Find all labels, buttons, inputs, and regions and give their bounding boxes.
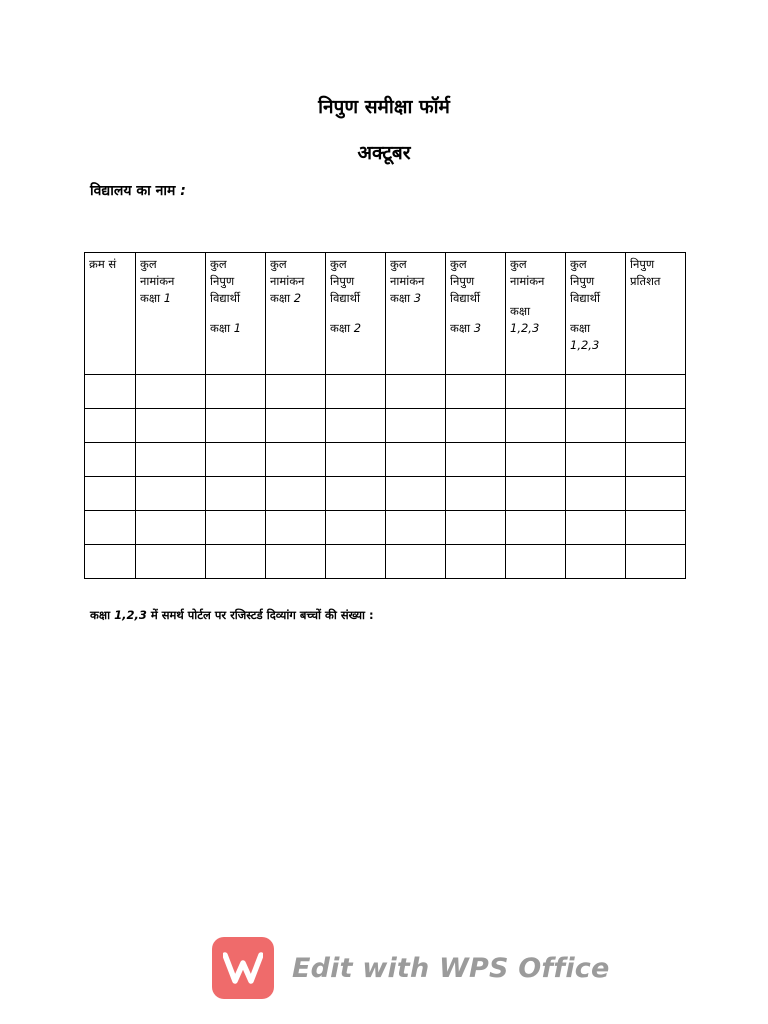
table-cell[interactable] — [386, 375, 446, 409]
header-line: कुल — [140, 257, 157, 271]
header-class-line — [570, 320, 621, 337]
table-cell[interactable] — [136, 545, 206, 579]
table-cell[interactable] — [386, 511, 446, 545]
table-cell[interactable] — [506, 477, 566, 511]
table-cell[interactable] — [136, 443, 206, 477]
school-name-label — [90, 181, 186, 200]
table-cell[interactable] — [506, 511, 566, 545]
header-class-value-line — [510, 320, 561, 337]
table-cell[interactable] — [206, 511, 266, 545]
table-cell[interactable] — [386, 409, 446, 443]
header-cell — [566, 253, 626, 375]
header-class-value: 1 — [163, 291, 172, 305]
month-heading: अक्टूबर — [357, 142, 411, 164]
table-cell[interactable] — [136, 409, 206, 443]
header-class-value: 1 — [233, 321, 242, 335]
header-class-value: 3 — [473, 321, 482, 335]
table-cell[interactable] — [386, 477, 446, 511]
table-cell[interactable] — [626, 511, 686, 545]
table-cell[interactable] — [506, 375, 566, 409]
school-name-colon: : — [180, 183, 186, 199]
table-cell[interactable] — [85, 409, 136, 443]
header-class-prefix: कक्षा — [450, 321, 471, 335]
table-cell[interactable] — [626, 375, 686, 409]
header-line: निपुण — [210, 274, 235, 288]
table-cell[interactable] — [326, 409, 386, 443]
header-class-prefix: कक्षा — [570, 321, 591, 335]
table-cell[interactable] — [566, 477, 626, 511]
table-cell[interactable] — [326, 477, 386, 511]
table-cell[interactable] — [136, 511, 206, 545]
review-table — [84, 252, 686, 579]
header-class-line — [270, 290, 321, 307]
header-class-prefix: कक्षा — [390, 291, 411, 305]
header-class-prefix: कक्षा — [270, 291, 291, 305]
header-cell — [206, 253, 266, 375]
header-class-line — [450, 320, 501, 337]
header-cell — [386, 253, 446, 375]
header-line: विद्यार्थी — [330, 291, 360, 305]
header-cell — [136, 253, 206, 375]
header-line: क्रम सं — [89, 257, 117, 271]
header-class-line — [510, 303, 561, 320]
footnote-class-numbers: 1,2,3 — [114, 608, 147, 622]
table-header-row — [85, 253, 686, 375]
form-title: निपुण समीक्षा फॉर्म — [318, 96, 450, 118]
table-cell[interactable] — [85, 545, 136, 579]
divyang-count-label — [90, 608, 374, 623]
table-cell[interactable] — [206, 545, 266, 579]
header-line: नामांकन — [390, 274, 425, 288]
table-cell[interactable] — [206, 477, 266, 511]
table-cell[interactable] — [626, 545, 686, 579]
header-line: निपुण — [450, 274, 475, 288]
header-cell — [626, 253, 686, 375]
table-cell[interactable] — [85, 375, 136, 409]
table-row — [85, 545, 686, 579]
table-cell[interactable] — [326, 545, 386, 579]
header-class-value-line — [570, 337, 621, 354]
table-cell[interactable] — [566, 545, 626, 579]
table-cell[interactable] — [266, 511, 326, 545]
header-cell — [506, 253, 566, 375]
header-class-value: 2 — [353, 321, 362, 335]
table-cell[interactable] — [266, 477, 326, 511]
table-cell[interactable] — [136, 477, 206, 511]
table-row — [85, 511, 686, 545]
header-class-line — [390, 290, 441, 307]
header-class-value: 1,2,3 — [570, 338, 600, 352]
header-cell — [446, 253, 506, 375]
header-line: विद्यार्थी — [210, 291, 240, 305]
header-line: निपुण — [330, 274, 355, 288]
header-cell — [326, 253, 386, 375]
table-cell[interactable] — [626, 409, 686, 443]
table-cell[interactable] — [266, 545, 326, 579]
header-line: कुल — [510, 257, 527, 271]
table-row — [85, 409, 686, 443]
wps-watermark[interactable] — [212, 936, 610, 1000]
header-cell — [85, 253, 136, 375]
table-cell[interactable] — [506, 409, 566, 443]
header-class-prefix: कक्षा — [210, 321, 231, 335]
table-cell[interactable] — [136, 375, 206, 409]
table-cell[interactable] — [566, 443, 626, 477]
header-class-prefix: कक्षा — [330, 321, 351, 335]
table-cell[interactable] — [566, 511, 626, 545]
table-cell[interactable] — [206, 375, 266, 409]
header-line: नामांकन — [270, 274, 305, 288]
header-line: कुल — [570, 257, 587, 271]
header-line: नामांकन — [510, 274, 545, 288]
table-cell[interactable] — [85, 443, 136, 477]
table-cell[interactable] — [626, 477, 686, 511]
table-cell[interactable] — [446, 511, 506, 545]
table-cell[interactable] — [566, 409, 626, 443]
table-cell[interactable] — [446, 443, 506, 477]
school-name-text: विद्यालय का नाम — [90, 183, 176, 199]
header-line: कुल — [210, 257, 227, 271]
table-row — [85, 443, 686, 477]
table-cell[interactable] — [446, 375, 506, 409]
header-line: नामांकन — [140, 274, 175, 288]
table-cell[interactable] — [206, 443, 266, 477]
header-class-value: 3 — [413, 291, 422, 305]
header-line: कुल — [390, 257, 407, 271]
header-class-prefix: कक्षा — [140, 291, 161, 305]
header-class-value: 1,2,3 — [510, 321, 540, 335]
table-cell[interactable] — [326, 375, 386, 409]
table-cell[interactable] — [506, 443, 566, 477]
header-line: विद्यार्थी — [570, 291, 600, 305]
table-row — [85, 477, 686, 511]
table-cell[interactable] — [206, 409, 266, 443]
header-class-line — [140, 290, 201, 307]
header-cell — [266, 253, 326, 375]
header-line: विद्यार्थी — [450, 291, 480, 305]
table-row — [85, 375, 686, 409]
table-cell[interactable] — [266, 375, 326, 409]
table-cell[interactable] — [506, 545, 566, 579]
footnote-text: में समर्थ पोर्टल पर रजिस्टर्ड दिव्यांग बच्चों की संख्या : — [150, 608, 374, 622]
wps-edit-link[interactable]: Edit with WPS Office — [292, 952, 610, 984]
header-class-value: 2 — [293, 291, 302, 305]
table-cell[interactable] — [326, 511, 386, 545]
table-body — [85, 375, 686, 579]
header-class-prefix: कक्षा — [510, 304, 531, 318]
table-cell[interactable] — [566, 375, 626, 409]
header-class-line — [330, 320, 381, 337]
table-cell[interactable] — [386, 545, 446, 579]
header-class-line — [210, 320, 261, 337]
table-cell[interactable] — [626, 443, 686, 477]
table-cell[interactable] — [326, 443, 386, 477]
table-cell[interactable] — [85, 477, 136, 511]
header-line: कुल — [330, 257, 347, 271]
header-line: निपुण — [630, 257, 655, 271]
table-cell[interactable] — [446, 477, 506, 511]
table-cell[interactable] — [446, 545, 506, 579]
header-line: निपुण — [570, 274, 595, 288]
table-cell[interactable] — [266, 409, 326, 443]
table-cell[interactable] — [266, 443, 326, 477]
table-cell[interactable] — [386, 443, 446, 477]
wps-w-icon — [212, 937, 274, 999]
header-line: प्रतिशत — [630, 274, 661, 288]
table-cell[interactable] — [446, 409, 506, 443]
footnote-class-prefix: कक्षा — [90, 608, 111, 622]
table-cell[interactable] — [85, 511, 136, 545]
header-line: कुल — [450, 257, 467, 271]
header-line: कुल — [270, 257, 287, 271]
